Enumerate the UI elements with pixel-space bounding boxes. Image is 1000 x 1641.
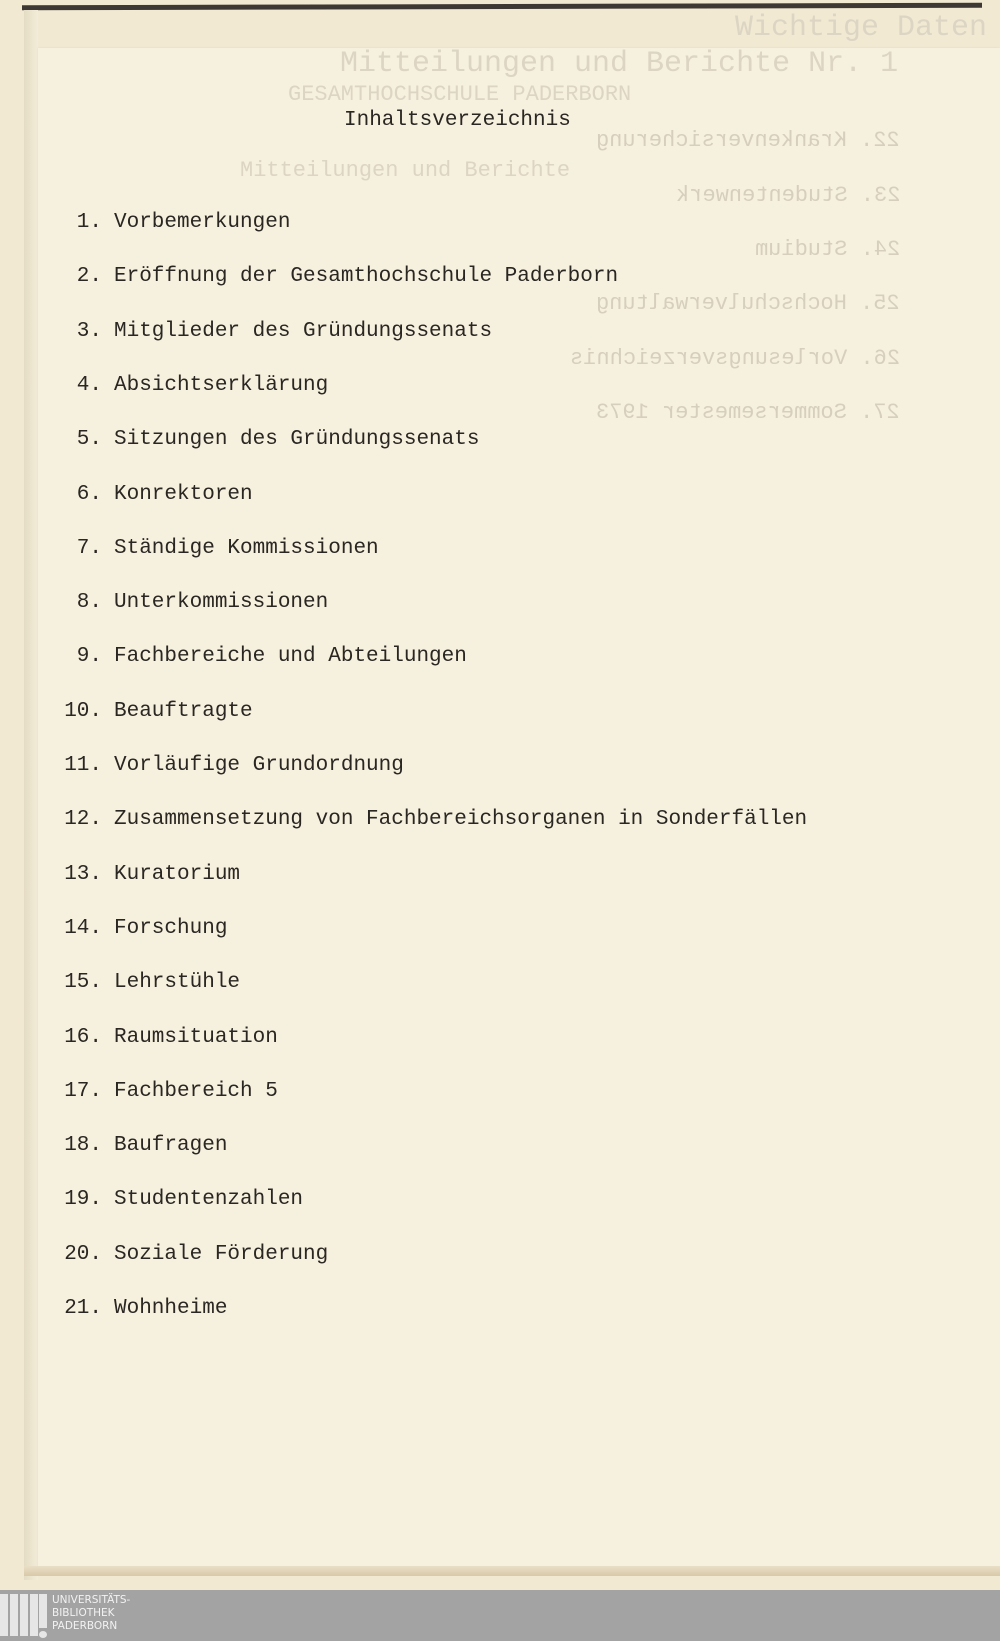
toc-item-number: 18. [64,1134,102,1158]
toc-item-label: Ständige Kommissionen [114,536,379,560]
toc-item-number: 16. [64,1025,102,1049]
toc-item-label: Beauftragte [114,699,253,723]
toc-item-label: Forschung [114,916,228,940]
toc-item-label: Sitzungen des Gründungssenats [114,428,480,452]
bleed-through-item [596,130,900,152]
toc-item-label: Fachbereich 5 [114,1079,278,1103]
bleed-header: Wichtige Daten [735,11,988,45]
toc-item-number: 13. [64,862,102,886]
left-edge [24,10,38,1580]
toc-item-number: 21. [64,1297,102,1320]
toc-item-label: Zusammensetzung von Fachbereichsorganen in Sonderfällen [114,808,808,832]
footer-bar [0,1590,1000,1641]
toc-item-number: 12. [64,808,102,832]
toc-item-label: Wohnheime [114,1297,228,1320]
bleed-label: Studium [754,237,848,262]
toc-item-label: Unterkommissionen [114,591,329,615]
toc-item-label: Absichtserklärung [114,373,329,397]
toc-item-number: 3. [76,319,102,343]
toc-item-label: Konrektoren [114,482,253,506]
bleed-through-item [755,239,900,261]
logo-line: PADERBORN [52,1620,118,1632]
toc-item-label: Vorläufige Grundordnung [114,754,404,777]
toc-item-number: 2. [76,265,102,289]
toc-item-number: 17. [64,1079,102,1103]
bleed-num: 24. [860,237,900,262]
logo-line: UNIVERSITÄTS- [52,1594,131,1606]
toc-item-number: 7. [76,536,102,560]
bleed-label: Hochschulverwaltung [596,291,848,317]
toc-item-number: 8. [76,591,102,615]
toc-item-number: 4. [76,373,102,397]
toc-item-number: 1. [76,211,102,234]
library-logo-text [52,1594,130,1633]
toc-item-label: Mitglieder des Gründungssenats [114,319,493,343]
toc-item-label: Studentenzahlen [114,1188,304,1212]
toc-item-label: Raumsituation [114,1025,278,1049]
bleed-stamp: Mitteilungen und Berichte [240,158,571,183]
bleed-through-item [675,182,900,208]
bleed-stamp: GESAMTHOCHSCHULE PADERBORN [288,82,632,107]
bleed-num: 25. [860,291,900,317]
toc-item-number: 6. [76,482,102,506]
toc-item-label: Baufragen [114,1134,228,1158]
bleed-num: 22. [860,128,900,154]
bleed-num: 23. [860,182,900,208]
logo-line: BIBLIOTHEK [52,1607,115,1619]
toc-item-label: Soziale Förderung [114,1242,329,1266]
toc-item-number: 5. [76,428,102,452]
toc-item-number: 10. [64,699,102,723]
bleed-num: 26. [860,345,900,371]
toc-item-label: Fachbereiche und Abteilungen [114,645,467,669]
bleed-through-item [596,293,900,315]
sheet-edge [24,1566,1000,1576]
toc-item-number: 19. [64,1188,102,1212]
bleed-label: Vorlesungsverzeichnis [569,345,848,371]
bleed-header: Mitteilungen und Berichte Nr. 1 [340,47,899,81]
toc-item-number: 9. [76,645,102,669]
bleed-num: 27. [860,399,900,425]
bleed-label: Krankenversicherung [596,128,848,154]
toc-item-label: Lehrstühle [114,971,241,995]
toc-item-label: Kuratorium [114,862,241,886]
toc-item-label: Vorbemerkungen [114,211,291,234]
bleed-label: Studentenwerk [675,182,848,208]
bleed-through-item [596,399,900,425]
toc-item-number: 11. [64,754,102,777]
bleed-label: Sommersemester 1973 [596,399,848,425]
toc-item-number: 14. [64,916,102,940]
toc-item-number: 15. [64,971,102,995]
bleed-through-item [569,345,900,371]
page-title: Inhaltsverzeichnis [344,109,571,132]
toc-item-number: 20. [64,1242,102,1266]
toc-item-label: Eröffnung der Gesamthochschule Paderborn [114,265,619,289]
